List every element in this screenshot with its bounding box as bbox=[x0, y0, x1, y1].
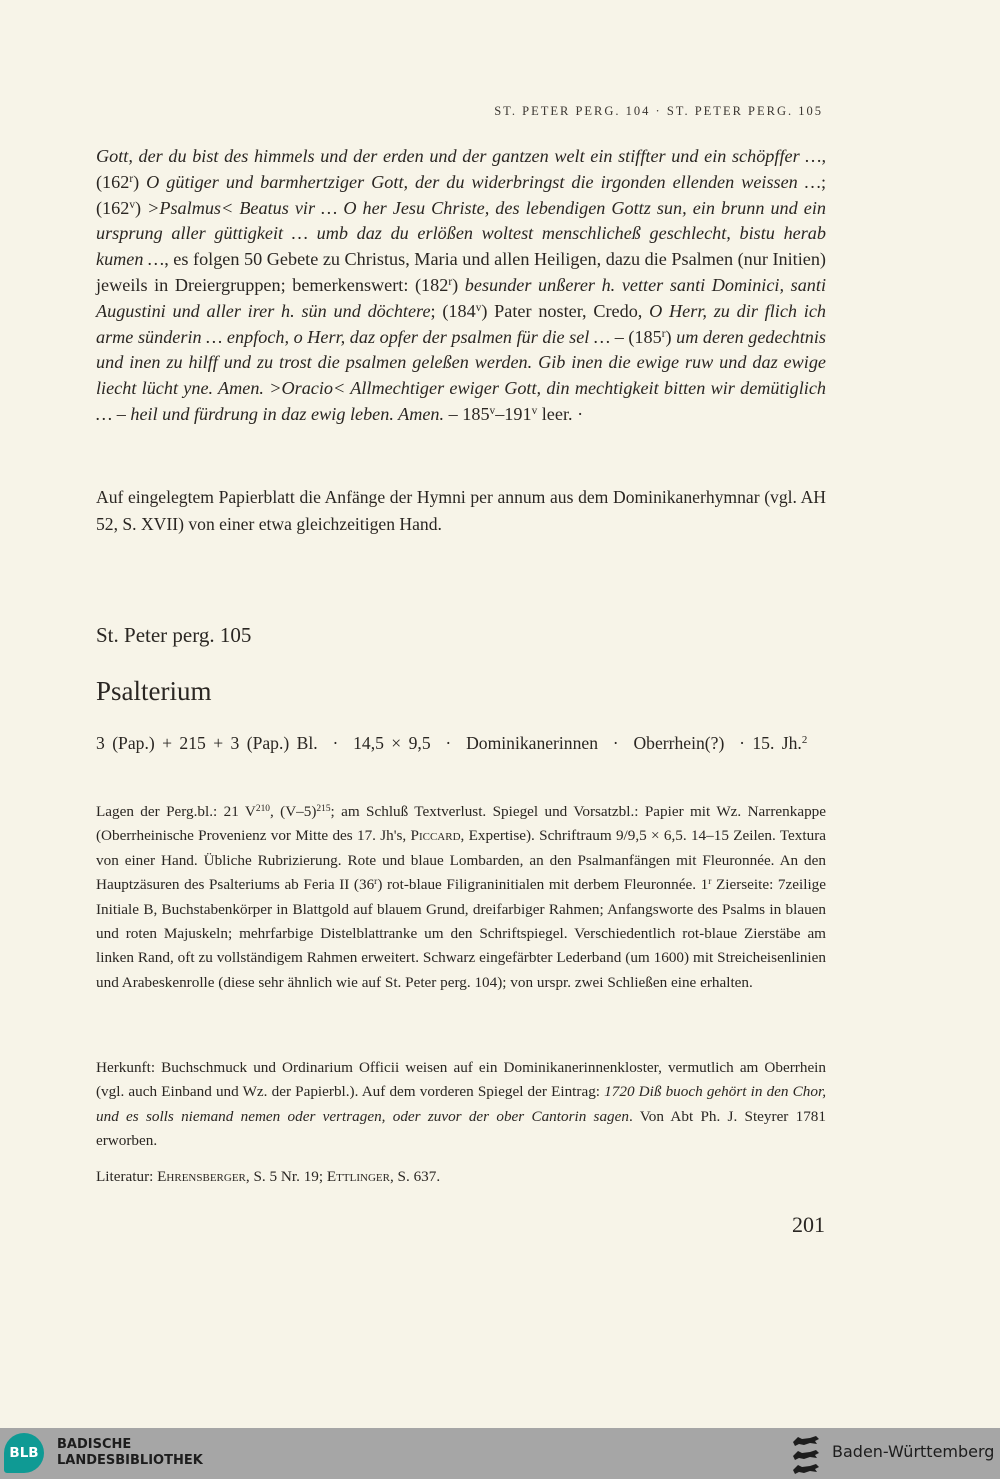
page-number: 201 bbox=[792, 1212, 825, 1237]
date: 15. Jh.$^2$ bbox=[752, 733, 808, 753]
text-segment: ) bbox=[452, 274, 465, 295]
text-segment: ) bbox=[133, 171, 147, 192]
origin: Oberrhein(?) bbox=[633, 733, 725, 753]
text-segment: r bbox=[448, 275, 453, 288]
text-segment: >Psalmus< Beatus vir … O her Jesu Christe, des lebendigen Gottz sun, ein brunn und ein ursprung aller güttigkeit … umb daz du erlößen woltest menschlicheß geschlecht, bistu herab kumen … bbox=[96, 197, 827, 270]
extent: 3 (Pap.) + 215 + 3 (Pap.) Bl. bbox=[96, 733, 318, 753]
separator: · bbox=[445, 733, 452, 753]
text-segment: ; (184 bbox=[430, 300, 476, 321]
text-segment: O Herr, zu dir flich ich arme sünderin … enpfoch, o Herr, daz opfer der psalmen für die sel … bbox=[96, 300, 826, 347]
owner: Dominikanerinnen bbox=[466, 733, 598, 753]
text-segment: besunder unßerer h. vetter santi Dominici, santi Augustini und aller irer h. sün und döchtere bbox=[96, 274, 827, 321]
text-segment: r bbox=[661, 327, 666, 340]
text-segment: v bbox=[531, 404, 538, 417]
text-segment: (162 bbox=[96, 171, 130, 192]
blb-logo-icon[interactable]: BLB bbox=[4, 1433, 44, 1473]
entry-title: Psalterium bbox=[96, 676, 212, 706]
literature-paragraph: Literatur: Ehrensberger, S. 5 Nr. 19; Ettlinger, S. 637. bbox=[96, 1168, 441, 1185]
text-segment: ; (162 bbox=[96, 171, 826, 218]
format: 14,5 × 9,5 bbox=[353, 733, 431, 753]
author-ehrensberger: Ehrensberger bbox=[157, 1168, 246, 1185]
text-segment: ) bbox=[134, 197, 148, 218]
baden-wuerttemberg-label[interactable]: Baden-Württemberg bbox=[832, 1442, 995, 1461]
text-segment: , es folgen 50 Gebete zu Christus, Maria und allen Heiligen, dazu die Psalmen (nur Initien) jeweils in Dreiergruppen; bemerkenswert: (182 bbox=[96, 249, 826, 295]
entry-signature: St. Peter perg. 105 bbox=[96, 623, 252, 647]
text-segment: Gott, der du bist des himmels und der erden und der gantzen welt ein stiffter und ein schöpffer …, bbox=[96, 146, 826, 166]
inscription-quote: 1720 Diß buoch gehört in den Chor, und es solls niemand nemen oder vertragen, oder zuvor der ober Cantorin sagen bbox=[96, 1083, 826, 1125]
text-segment: leer. · bbox=[537, 403, 584, 424]
provenance-paragraph: Herkunft: Buchschmuck und Ordinarium Officii weisen auf ein Dominikanerinnenkloster, vermutlich am Oberrhein (vgl. auch Einband und Wz. der Papierbl.). Auf dem vorderen Spiegel der Eintrag: 1720 Diß buoch gehört in den Chor, und es solls niemand nemen oder vertragen, oder zuvor der ober Cantorin sagen. Von Abt Ph. J. Steyrer 1781 erworben. bbox=[96, 1059, 826, 1150]
text-segment: – 185 bbox=[444, 403, 490, 424]
text-segment: ) Pater noster, Credo, bbox=[481, 300, 650, 321]
text-segment: um deren gedechtnis und inen zu hilff und zu trost die psalmen geleßen werden. Gib inen die ewige ruw und daz ewige liecht lücht yne. Amen. >Oracio< Allmechtiger ewiger Gott, din mechtigkeit bitten wir demütiglich … – heil und fürdrung in daz ewig leben. Amen. bbox=[96, 326, 827, 424]
text-segment: O gütiger und barmhertziger Gott, der du widerbringst die irgonden ellenden weissen … bbox=[146, 171, 821, 192]
separator: · bbox=[739, 733, 745, 753]
text-segment: r bbox=[129, 172, 134, 185]
text-segment: v bbox=[129, 198, 135, 211]
text-segment: v bbox=[475, 301, 482, 314]
separator: · bbox=[332, 733, 339, 753]
text-segment: –191 bbox=[495, 403, 532, 424]
lion-3 bbox=[793, 1464, 819, 1474]
footer-bar bbox=[0, 1428, 1000, 1479]
author-piccard: Piccard bbox=[410, 827, 461, 845]
hymn-note: Auf eingelegtem Papierblatt die Anfänge der Hymni per annum aus dem Dominikanerhymnar (vgl. AH 52, S. XVII) von einer etwa gleichzeitigen Hand. bbox=[96, 487, 826, 534]
text-segment: v bbox=[489, 404, 496, 417]
lion-1 bbox=[793, 1436, 819, 1446]
codicology-paragraph: Lagen der Perg.bl.: 21 $V^{210}$, $(V-5)^{215}$; am Schluß Textverlust. Spiegel und Vorsatzbl.: Papier mit Wz. Narrenkappe (Oberrheinische Provenienz vor Mitte des 17. Jh's, Piccard, Expertise). Schriftraum 9/9,5 × 6,5. 14–15 Zeilen. Textura von einer Hand. Übliche Rubrizierung. Rote und blaue Lombarden, an den Psalmanfängen mit Fleuronnée. An den Hauptzäsuren des Psalteriums ab Feria II (36$^r$) rot-blaue Filigraninitialen mit derbem Fleuronnée. 1$^r$ Zierseite: 7zeilige Initiale B, Buchstabenkörper in Blattgold auf blauem Grund, dreifarbiger Rahmen; Anfangsworte des Psalms in blauen und roten Majuskeln; mehrfarbige Distelblattranke um den Schriftspiegel. Verschiedentlich rot-blaue Zierstäbe am linken Rand, oft zu vollständigem Rahmen erweitert. Schwarz eingefärbter Lederband (um 1600) mit Streicheisenlinien und Arabeskenrolle (diese sehr ähnlich wie auf St. Peter perg. 104); von urspr. zwei Schließen eine erhalten. bbox=[96, 803, 826, 991]
entry-metadata-line bbox=[96, 730, 826, 757]
separator: · bbox=[612, 733, 619, 753]
baden-wuerttemberg-lions-icon bbox=[790, 1432, 822, 1476]
running-head: ST. PETER PERG. 104 · ST. PETER PERG. 105 bbox=[494, 104, 823, 118]
text-segment: – (185 bbox=[610, 326, 662, 347]
lion-2 bbox=[793, 1450, 819, 1460]
author-ettlinger: Ettlinger bbox=[326, 1168, 390, 1185]
previous-entry-text bbox=[96, 144, 826, 428]
blb-library-name[interactable]: BADISCHE LANDESBIBLIOTHEK bbox=[57, 1437, 203, 1468]
text-segment: ) bbox=[665, 326, 677, 347]
